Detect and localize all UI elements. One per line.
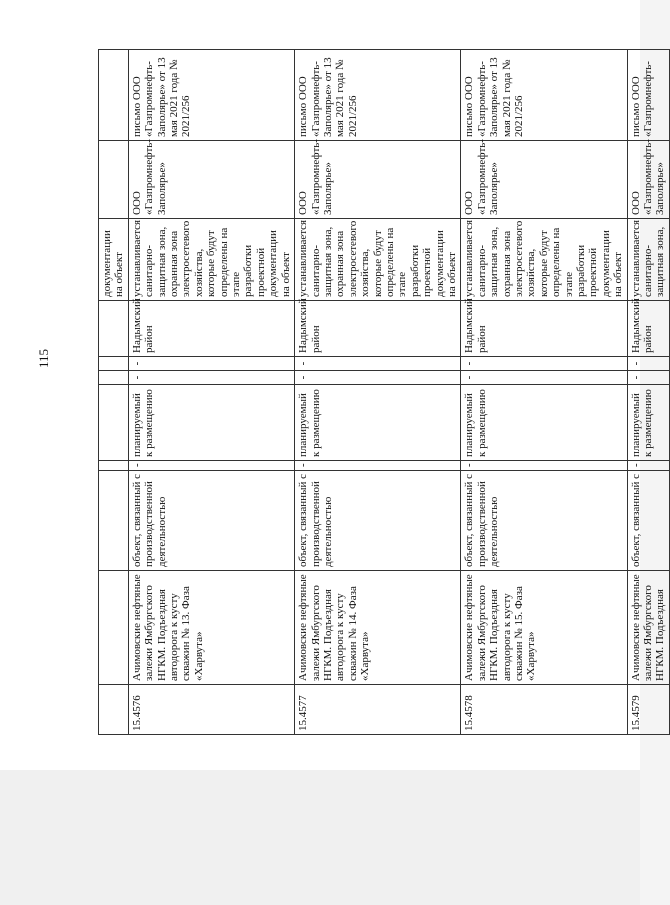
cell-type: объект, связанный с производственной деятельностью bbox=[128, 471, 294, 571]
cell-name bbox=[99, 571, 129, 685]
cell-status: планируемый к размещению bbox=[461, 385, 627, 461]
cell-org: ООО «Газпромнефть-Заполярье» bbox=[295, 141, 461, 219]
table-row bbox=[295, 50, 461, 735]
table-row bbox=[461, 50, 627, 735]
cell-doc: письмо ООО «Газпромнефть- bbox=[627, 50, 669, 141]
table-row bbox=[128, 50, 294, 735]
page-number: 115 bbox=[36, 348, 51, 368]
cell-type: объект, связанный с производственной деятельностью bbox=[295, 471, 461, 571]
cell-zone: устанавливается санитарно-защитная зона, охранная зона электросетевого хозяйства, которые будут определены на этапе разработки проектной документации на объект bbox=[295, 219, 461, 301]
cell-dash bbox=[99, 357, 129, 371]
cell-name: Ачимовские нефтяные залежи Ямбургского НГКМ. Подъездная автодорога к кусту скважин № 15. Фаза «Харвута» bbox=[461, 571, 627, 685]
cell-num: 15.4578 bbox=[461, 685, 627, 735]
cell-name: Ачимовские нефтяные залежи Ямбургского НГКМ. Подъездная bbox=[627, 571, 669, 685]
cell-zone: устанавливается санитарно-защитная зона, охранная зона электросетевого хозяйства, которые будут определены на этапе разработки проектной документации на объект bbox=[461, 219, 627, 301]
cell-dash: - bbox=[461, 357, 627, 371]
cell-doc: письмо ООО «Газпромнефть-Заполярье» от 13 мая 2021 года № 2021/256 bbox=[461, 50, 627, 141]
cell-type: объект, связанный с производственной деятельностью bbox=[461, 471, 627, 571]
cell-status: планируемый к размещению bbox=[295, 385, 461, 461]
cell-location: Надымский район bbox=[461, 301, 627, 357]
cell-location: Надымский район bbox=[295, 301, 461, 357]
cell-status: планируемый к размещению bbox=[128, 385, 294, 461]
cell-dash: - bbox=[128, 371, 294, 385]
cell-dash: - bbox=[627, 357, 669, 371]
cell-doc: письмо ООО «Газпромнефть-Заполярье» от 13 мая 2021 года № 2021/256 bbox=[128, 50, 294, 141]
cell-dash: - bbox=[128, 357, 294, 371]
cell-dash: - bbox=[627, 461, 669, 471]
cell-type bbox=[99, 471, 129, 571]
cell-doc bbox=[99, 50, 129, 141]
cell-zone: устанавливается санитарно-защитная зона, bbox=[627, 219, 669, 301]
cell-org: ООО «Газпромнефть-Заполярье» bbox=[128, 141, 294, 219]
cell-dash: - bbox=[128, 461, 294, 471]
cell-status bbox=[99, 385, 129, 461]
cell-status: планируемый к размещению bbox=[627, 385, 669, 461]
objects-table bbox=[98, 49, 670, 735]
cell-zone: устанавливается санитарно-защитная зона, охранная зона электросетевого хозяйства, которые будут определены на этапе разработки проектной документации на объект bbox=[128, 219, 294, 301]
cell-location: Надымский район bbox=[627, 301, 669, 357]
cell-num bbox=[99, 685, 129, 735]
cell-dash: - bbox=[461, 461, 627, 471]
cell-dash: - bbox=[461, 371, 627, 385]
cell-org: ООО «Газпромнефть-Заполярье» bbox=[461, 141, 627, 219]
cell-dash bbox=[99, 371, 129, 385]
cell-org bbox=[99, 141, 129, 219]
cell-name: Ачимовские нефтяные залежи Ямбургского НГКМ. Подъездная автодорога к кусту скважин № 14. Фаза «Харвута» bbox=[295, 571, 461, 685]
cell-doc: письмо ООО «Газпромнефть-Заполярье» от 13 мая 2021 года № 2021/256 bbox=[295, 50, 461, 141]
cell-dash: - bbox=[295, 461, 461, 471]
cell-num: 15.4579 bbox=[627, 685, 669, 735]
cell-num: 15.4576 bbox=[128, 685, 294, 735]
rotated-table-wrapper bbox=[98, 50, 667, 735]
cell-dash: - bbox=[295, 357, 461, 371]
cell-dash bbox=[99, 461, 129, 471]
table-row bbox=[627, 50, 669, 735]
cell-zone: документации на объект bbox=[99, 219, 129, 301]
cell-location bbox=[99, 301, 129, 357]
cell-name: Ачимовские нефтяные залежи Ямбургского НГКМ. Подъездная автодорога к кусту скважин № 13. Фаза «Харвута» bbox=[128, 571, 294, 685]
table-row-continuation bbox=[99, 50, 129, 735]
cell-dash: - bbox=[627, 371, 669, 385]
cell-dash: - bbox=[295, 371, 461, 385]
cell-num: 15.4577 bbox=[295, 685, 461, 735]
cell-location: Надымский район bbox=[128, 301, 294, 357]
cell-type: объект, связанный с bbox=[627, 471, 669, 571]
cell-org: ООО «Газпромнефть-Заполярье» bbox=[627, 141, 669, 219]
scan-background bbox=[0, 770, 640, 905]
